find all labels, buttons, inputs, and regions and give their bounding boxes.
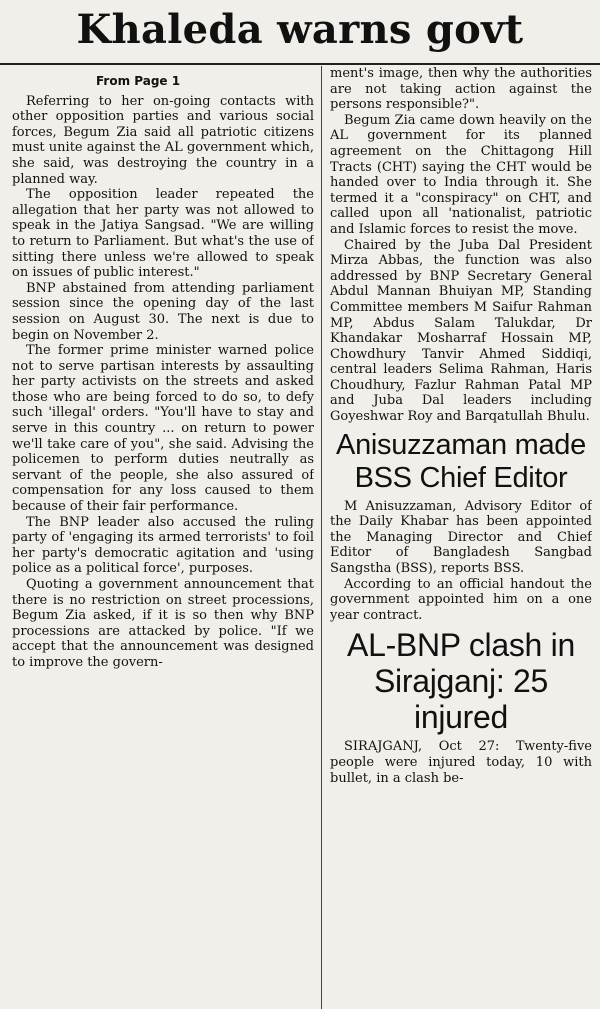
right-column [330,66,592,1005]
paragraph: SIRAJGANJ, Oct 27: Twenty-five people were injured today, 10 with bullet, in a clash be- [330,739,592,786]
story3-headline: AL-BNP clash in Sirajganj: 25 injured [347,627,575,736]
headline: Khaleda warns govt [76,6,524,53]
left-column [12,70,314,1009]
paragraph: The former prime minister warned police not to serve partisan interests by assaulting her party activists on the streets and asked those who are being forced to do so, to defy such 'illegal' orders. "You'll have to stay and serve in this country ... on return to power we'll take care of you", she said. Advising the policemen to perform duties neutrally as servant of the people, she also assured of compensation for any loss caused to them because of their fair performance. [12,343,314,515]
paragraph: Referring to her on-going contacts with other opposition parties and various social forces, Begum Zia said all patriotic citizens must unite against the AL government which, she said, was destroying the country in a planned way. [12,93,314,187]
paragraph: The opposition leader repeated the allegation that her party was not allowed to speak in the Jatiya Sangsad. "We are willing to return to Parliament. But what's the use of sitting there unless we're allowed to speak on issues of public interest." [12,187,314,281]
paragraph: Chaired by the Juba Dal President Mirza Abbas, the function was also addressed by BNP Secretary General Abdul Mannan Bhuiyan MP, Standing Committee members M Saifur Rahman MP, Abdus Salam Talukdar, Dr Khandakar Mosharraf Hossain MP, Chowdhury Tanvir Ahmed Siddiqi, central leaders Selima Rahman, Haris Choudhury, Fazlur Rahman Patal MP and Juba Dal leaders including Goyeshwar Roy and Barqatullah Bhulu. [330,237,592,425]
column-divider [321,66,322,1009]
paragraph: ment's image, then why the authorities are not taking action against the persons responsible?". [330,66,592,113]
paragraph: According to an official handout the government appointed him on a one year contract. [330,576,592,623]
from-page-label: From Page 1 [96,74,181,88]
paragraph: M Anisuzzaman, Advisory Editor of the Daily Khabar has been appointed the Managing Director and Chief Editor of Bangladesh Sangbad Sangstha (BSS), reports BSS. [330,498,592,577]
paragraph: Quoting a government announcement that there is no restriction on street processions, Begum Zia asked, if it is so then why BNP processions are attacked by police. "If we accept that the announcement was designed to improve the govern- [12,577,314,670]
story2-headline: Anisuzzaman made BSS Chief Editor [336,428,586,494]
headline-rule [0,63,600,65]
paragraph: Begum Zia came down heavily on the AL government for its planned agreement on the Chittagong Hill Tracts (CHT) saying the CHT would be handed over to India through it. She termed it a "conspiracy" on CHT, and called upon all 'nationalist, patriotic and Islamic forces to resist the move. [330,112,592,237]
paragraph: The BNP leader also accused the ruling party of 'engaging its armed terrorists' to foil her party's democratic agitation and 'using police as a political force', purposes. [12,514,314,577]
paragraph: BNP abstained from attending parliament session since the opening day of the last session on August 30. The next is due to begin on November 2. [12,280,314,343]
